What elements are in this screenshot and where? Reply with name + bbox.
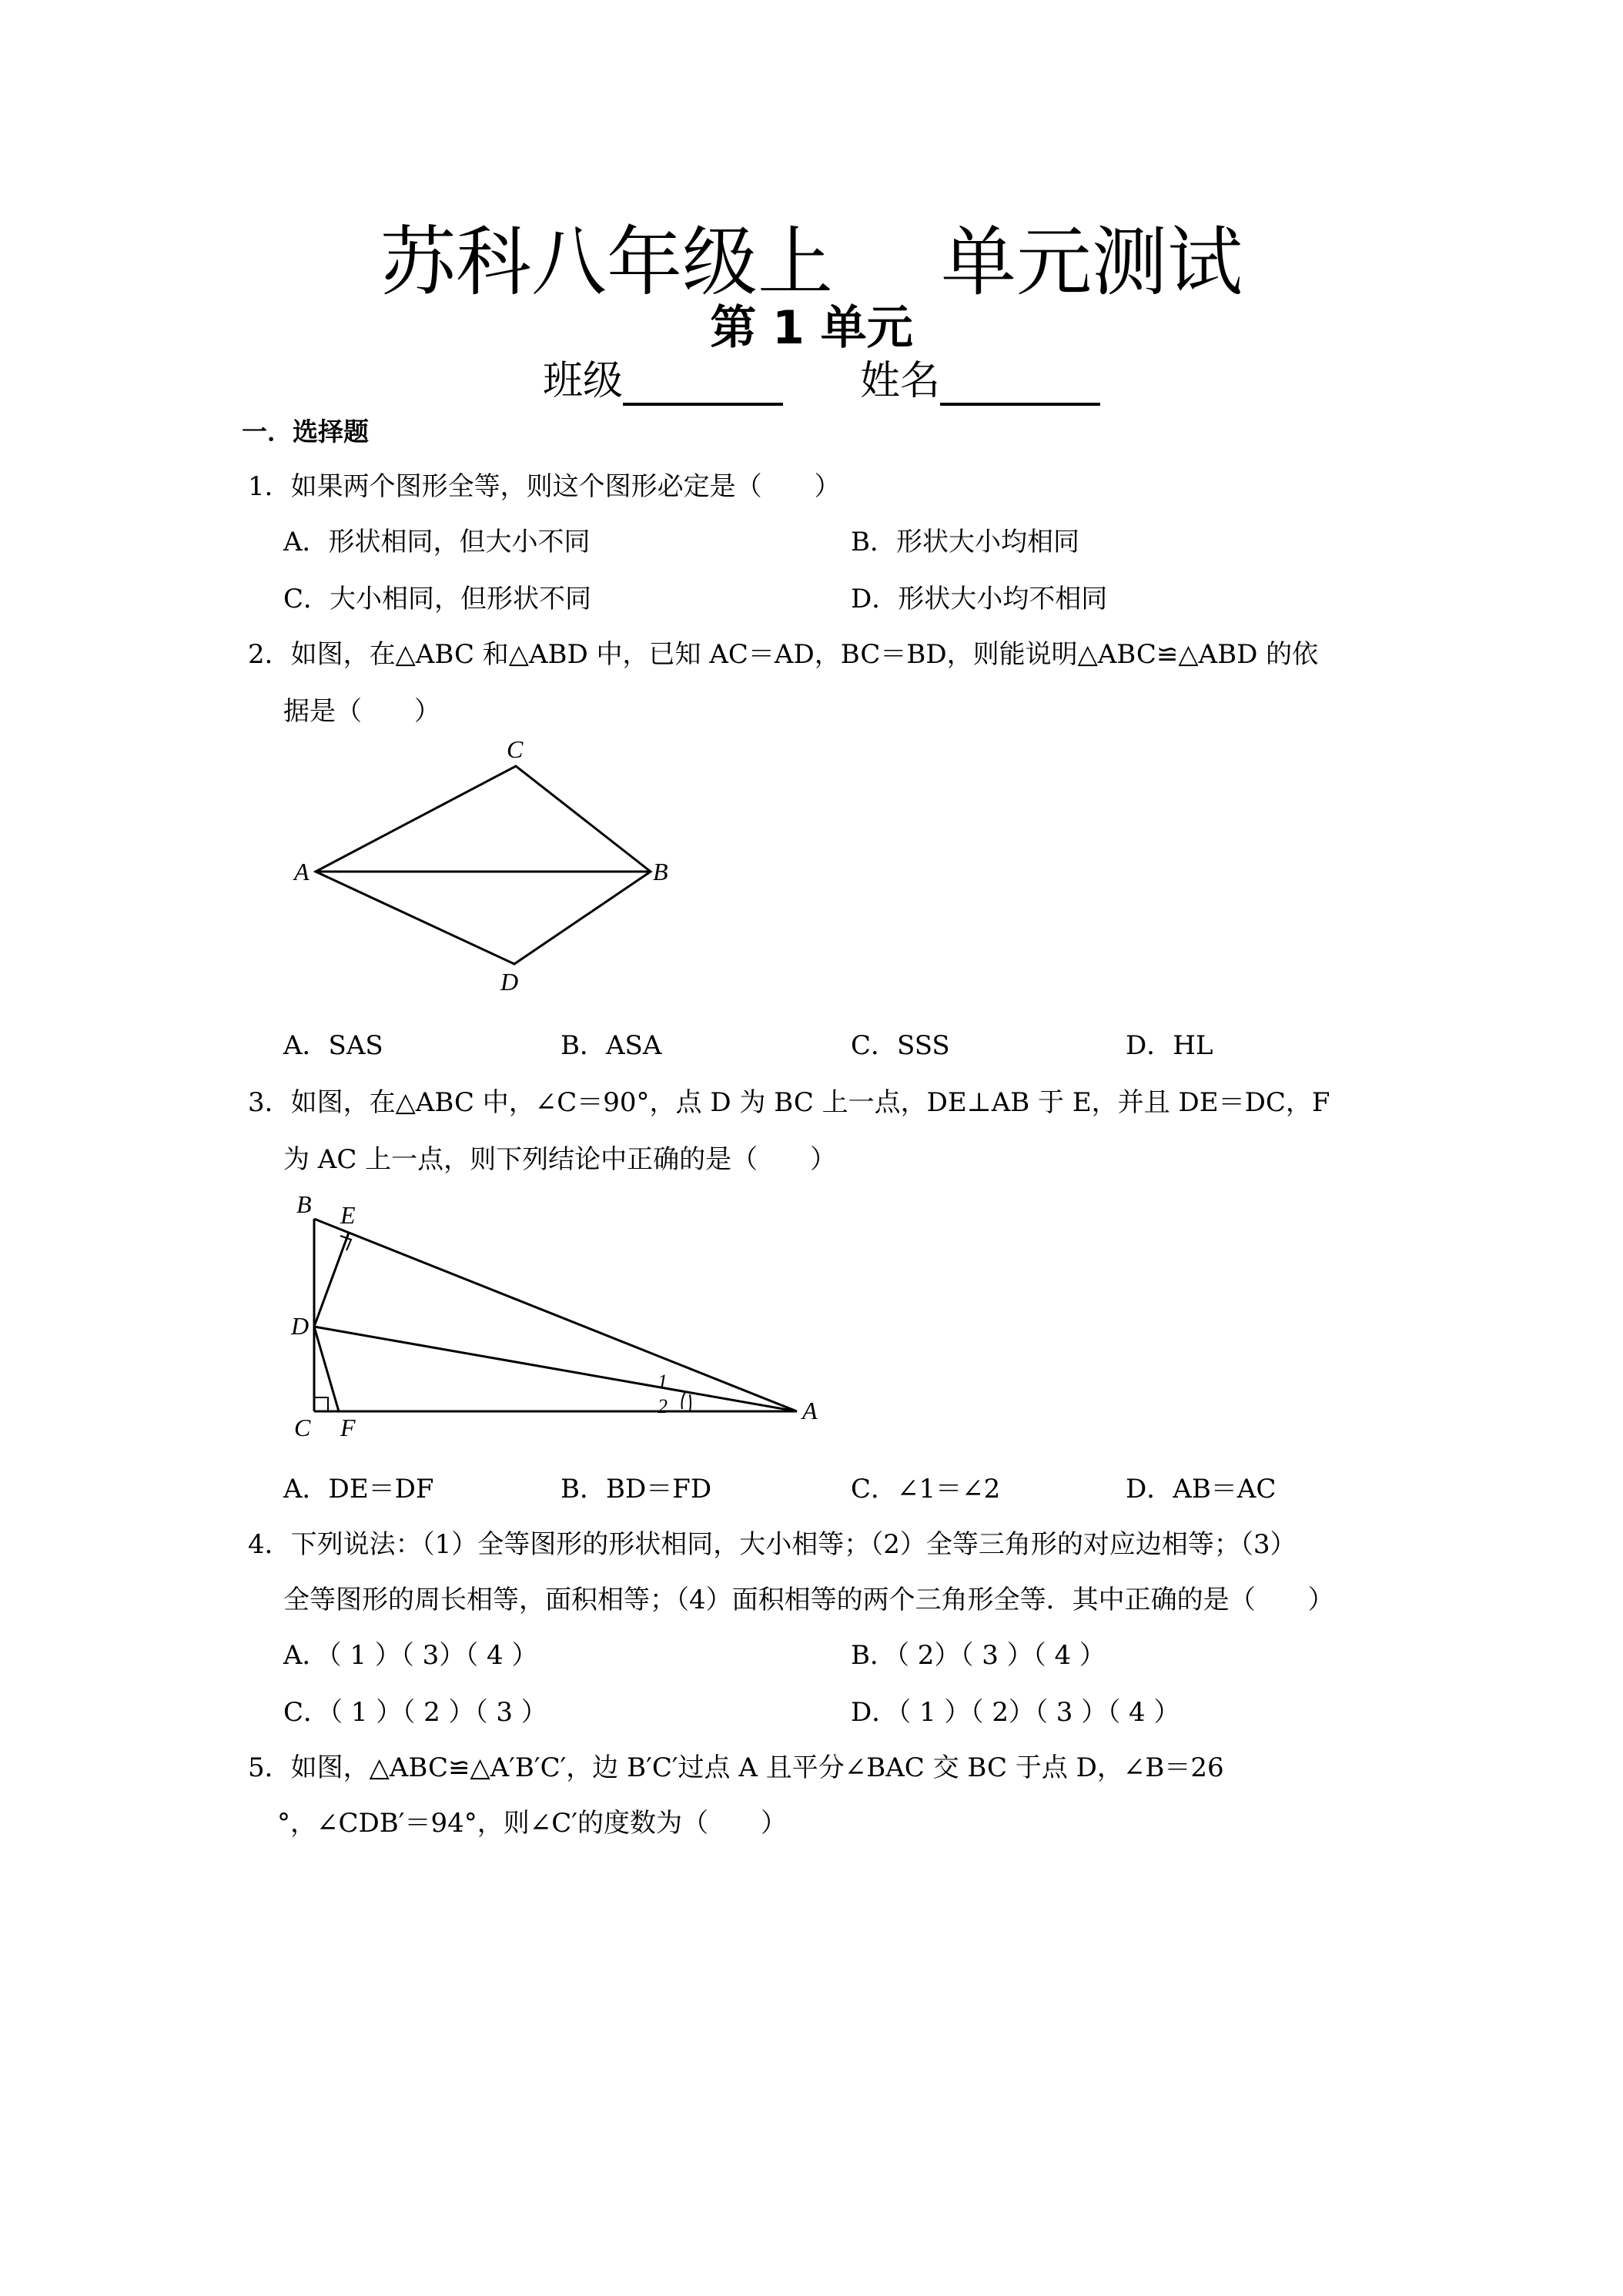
- segment-de: [314, 1233, 349, 1327]
- title-left: 苏科八年级上: [380, 219, 833, 306]
- question-5-stem-line2: °，∠CDB′＝94°，则∠C′的度数为（ ）: [277, 1808, 787, 1839]
- right-angle-mark-c: [314, 1397, 328, 1411]
- figure-right-triangle-abc: [285, 1190, 832, 1444]
- q4-option-c: C．（ 1 ）（ 2 ）（ 3 ）: [283, 1697, 547, 1728]
- angle-arc-2: [690, 1394, 691, 1411]
- label-d: D: [500, 968, 519, 996]
- q1-option-a: A．形状相同，但大小不同: [283, 527, 591, 557]
- question-2-stem-line1: 2．如图，在△ABC 和△ABD 中，已知 AC＝AD，BC＝BD，则能说明△ABC≌△ABD 的依: [248, 639, 1319, 670]
- segment-da: [314, 1327, 797, 1411]
- label-a: A: [802, 1397, 818, 1424]
- label-b: B: [296, 1190, 312, 1218]
- label-a: A: [294, 858, 310, 885]
- name-label: 姓名: [860, 358, 941, 404]
- question-4-stem-line2: 全等图形的周长相等，面积相等；（4）面积相等的两个三角形全等．其中正确的是（ ）: [283, 1585, 1334, 1615]
- q1-option-b: B．形状大小均相同: [851, 527, 1079, 557]
- q3-option-c: C．∠1＝∠2: [851, 1474, 1001, 1504]
- question-4-stem-line1: 4．下列说法：（1）全等图形的形状相同，大小相等；（2）全等三角形的对应边相等；（3）: [248, 1529, 1297, 1560]
- label-d: D: [291, 1312, 310, 1340]
- q4-option-a: A．（ 1 ）（ 3）（ 4 ）: [283, 1640, 538, 1671]
- q3-option-a: A．DE＝DF: [283, 1474, 434, 1504]
- class-label: 班级: [543, 358, 624, 404]
- student-info: [543, 348, 1100, 406]
- name-blank: [940, 364, 1100, 406]
- segment-df: [314, 1327, 339, 1411]
- q2-option-c: C．SSS: [851, 1030, 950, 1061]
- label-f: F: [340, 1414, 356, 1441]
- label-e: E: [340, 1201, 356, 1229]
- angle-arc-1: [682, 1392, 686, 1409]
- section-title: 一．选择题: [242, 417, 369, 447]
- q2-option-b: B．ASA: [561, 1030, 662, 1061]
- q4-option-b: B．（ 2）（ 3 ）（ 4 ）: [851, 1640, 1106, 1671]
- q4-option-d: D．（ 1 ）（ 2）（ 3 ）（ 4 ）: [851, 1697, 1180, 1728]
- q2-option-a: A．SAS: [283, 1030, 383, 1061]
- q1-option-d: D．形状大小均不相同: [851, 584, 1108, 614]
- q2-option-d: D．HL: [1126, 1030, 1213, 1061]
- q3-option-d: D．AB＝AC: [1126, 1474, 1277, 1504]
- question-5-stem-line1: 5．如图，△ABC≌△A′B′C′，边 B′C′过点 A 且平分∠BAC 交 BC 于点 D，∠B＝26: [248, 1752, 1224, 1783]
- question-3-stem-line1: 3．如图，在△ABC 中，∠C＝90°，点 D 为 BC 上一点，DE⊥AB 于 E，并且 DE＝DC，F: [248, 1087, 1330, 1118]
- q3-option-b: B．BD＝FD: [561, 1474, 712, 1504]
- label-c: C: [507, 739, 524, 763]
- angle-label-2: 2: [658, 1395, 668, 1417]
- label-c: C: [294, 1414, 311, 1441]
- side-ab: [314, 1219, 797, 1411]
- class-blank: [623, 364, 783, 406]
- angle-label-1: 1: [658, 1371, 668, 1393]
- title-right: 单元测试: [941, 219, 1243, 306]
- figure-quadrilateral-acbd: [285, 739, 685, 1001]
- quadrilateral-outline: [316, 766, 651, 964]
- label-b: B: [653, 858, 668, 885]
- question-3-stem-line2: 为 AC 上一点，则下列结论中正确的是（ ）: [283, 1144, 837, 1175]
- unit-heading: 第 1 单元: [710, 301, 913, 355]
- question-1-stem: 1．如果两个图形全等，则这个图形必定是（ ）: [248, 471, 841, 502]
- q1-option-c: C．大小相同，但形状不同: [283, 584, 592, 614]
- question-2-stem-line2: 据是（ ）: [283, 696, 440, 727]
